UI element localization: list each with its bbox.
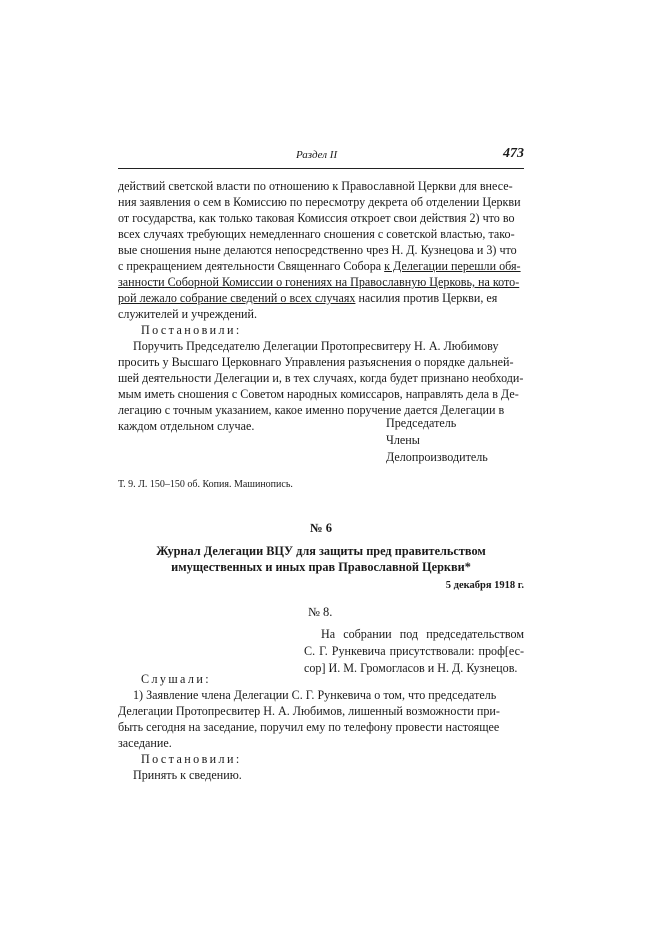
text-line: Делегации Протопресвитер Н. А. Любимов, лишенный возможности при-: [118, 704, 500, 718]
text-line: служителей и учреждений.: [118, 307, 258, 321]
section-label: Раздел II: [296, 149, 338, 161]
text-line: ния заявления о сем в Комиссию по пересмотру декрета об отделении Церкви: [118, 195, 521, 209]
resolved-heading: Постановили:: [141, 323, 242, 337]
text-line: сор] И. М. Громогласов и Н. Д. Кузнецов.: [304, 661, 518, 675]
signature-block: [386, 415, 488, 466]
text-fragment: с прекращением деятельности Священнаго Собора: [118, 259, 385, 273]
signature-chairman: Председатель: [386, 416, 457, 430]
page-number: 473: [503, 146, 524, 161]
text-line: 1) Заявление члена Делегации С. Г. Рункевича о том, что председатель: [133, 688, 497, 702]
underlined-text: к Делегации перешли обя-: [384, 259, 521, 273]
text-line: легацию с точным указанием, какое именно поручение дается Делегации в: [118, 403, 505, 417]
text-line: всех случаях требующих немедленнаго сношения с советской властью, тако-: [118, 227, 515, 241]
text-line: заседание.: [118, 736, 172, 750]
continuation-paragraph: [118, 178, 524, 434]
text-line: С. Г. Рункевича присутствовали: проф[ес-: [304, 644, 524, 658]
signature-members: Члены: [386, 433, 420, 447]
document-number: № 6: [310, 521, 332, 535]
text-line: шей деятельности Делегации и, в тех случаях, когда будет признано необходи-: [118, 371, 524, 385]
text-line: вые сношения ныне делаются непосредственно чрез Н. Д. Кузнецова и 3) что: [118, 243, 517, 257]
source-note: Т. 9. Л. 150–150 об. Копия. Машинопись.: [118, 479, 293, 490]
heard-section: [118, 671, 524, 783]
text-fragment: насилия против Церкви, ея: [355, 291, 498, 305]
meeting-attendance: [304, 626, 524, 677]
document-title: [118, 543, 524, 575]
heard-heading: Слушали:: [141, 672, 212, 686]
text-line: Поручить Председателю Делегации Протопресвитеру Н. А. Любимову: [133, 339, 499, 353]
resolution-text: Принять к сведению.: [133, 768, 242, 782]
title-line: имущественных и иных прав Православной Церкви*: [171, 560, 471, 574]
text-line: На собрании под председательством: [321, 627, 524, 641]
text-line: быть сегодня на заседание, поручил ему по телефону провести настоящее: [118, 720, 500, 734]
text-line: [118, 290, 524, 306]
text-line: [118, 274, 524, 290]
underlined-text: рой лежало собрание сведений о всех случаях: [118, 291, 356, 305]
underlined-text: занности Соборной Комиссии о гонениях на Православную Церковь, на кото-: [118, 275, 520, 289]
title-line: Журнал Делегации ВЦУ для защиты пред правительством: [156, 544, 486, 558]
text-line: просить у Высшаго Церковнаго Управления разъяснения о порядке дальней-: [118, 355, 514, 369]
text-line: мым иметь сношения с Советом народных комиссаров, направлять дела в Де-: [118, 387, 519, 401]
document-date: 5 декабря 1918 г.: [445, 580, 524, 591]
text-line: действий светской власти по отношению к Православной Церкви для внесе-: [118, 179, 513, 193]
signature-clerk: Делопроизводитель: [386, 450, 488, 464]
protocol-number: № 8.: [308, 605, 333, 619]
running-header: [118, 146, 524, 169]
resolved-heading: Постановили:: [141, 752, 242, 766]
text-line: каждом отдельном случае.: [118, 419, 255, 433]
text-line: [118, 258, 524, 274]
text-line: от государства, как только таковая Комиссия откроет свои действия 2) что во: [118, 211, 515, 225]
